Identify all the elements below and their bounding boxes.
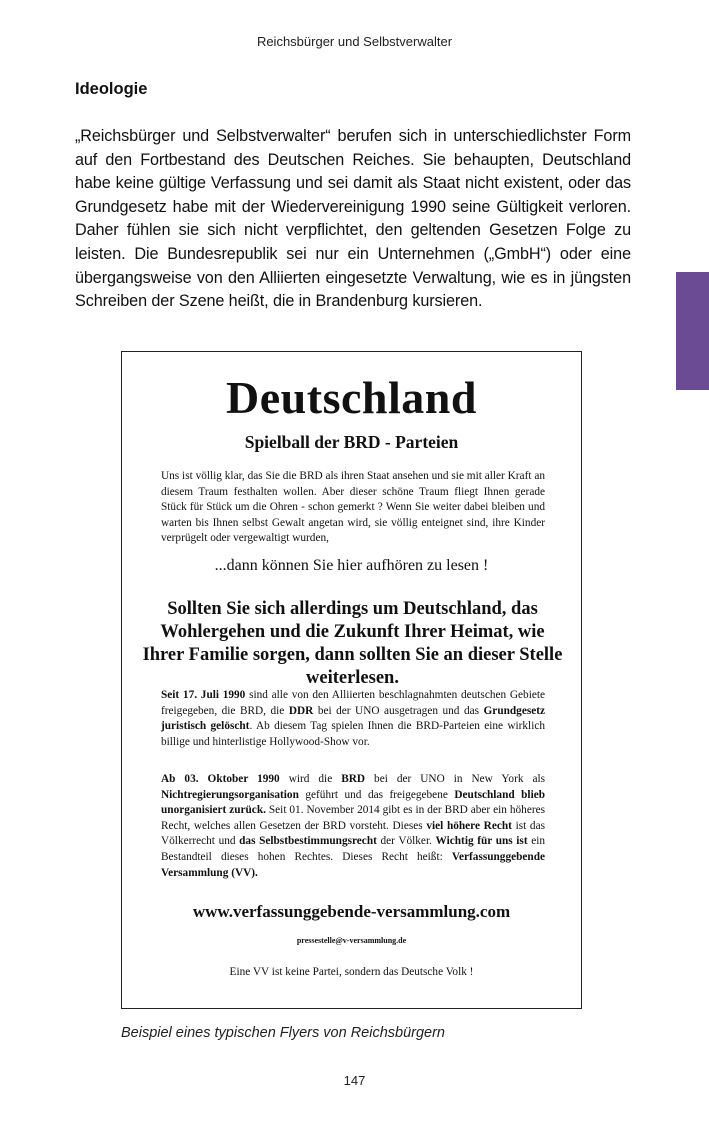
flyer-paragraph-3: Seit 17. Juli 1990 sind alle von den Alliierten beschlagnahmten deutschen Gebiete freigegeben, die BRD, die DDR bei der UNO ausgetragen und das Grundgesetz juristisch gelöscht. Ab diesem Tag spielen Ihnen die BRD-Parteien eine wirklich billige und hinterlistige Hollywood-Show vor. [161, 689, 546, 748]
flyer-stop-reading-line: ...dann können Sie hier aufhören zu lesen ! [214, 557, 489, 574]
flyer-paragraph-1: Uns ist völlig klar, das Sie die BRD als ihren Staat ansehen und sie mit aller Kraft an diesem Traum festhalten wollen. Aber dieser schöne Traum fliegt Ihnen gerade Stück für Stück um die Ohren - schon gemerkt ? Wenn Sie weiter dabei bleiben und warten bis Ihnen selbst Gewalt angetan wird, sie völlig enteignet sind, ihre Kinder verprügelt oder vergewaltigt wurden, [161, 470, 545, 545]
chapter-side-tab [676, 272, 709, 390]
intro-paragraph: „Reichsbürger und Selbstverwalter“ berufen sich in unterschiedlichster Form auf den Fortbestand des Deutschen Reiches. Sie behaupten, Deutschland habe keine gültige Verfassung und sei damit als Staat nicht existent, oder das Grundgesetz habe mit der Wiedervereinigung 1990 seine Gültigkeit verloren. Daher fühlen sie sich nicht verpflichtet, den geltenden Gesetzen Folge zu leisten. Die Bundesrepublik sei nur ein Unternehmen („GmbH“) oder eine übergangsweise von den Alliierten eingesetzte Verwaltung, wie es in jüngsten Schreiben der Szene heißt, die in Brandenburg kursieren. [75, 127, 631, 311]
figure-caption: Beispiel eines typischen Flyers von Reichsbürgern [121, 1025, 445, 1041]
flyer-paragraph-4: Ab 03. Oktober 1990 wird die BRD bei der UNO in New York als Nichtregierungsorganisation geführt und das freigegebene Deutschland blieb unorganisiert zurück. Seit 01. November 2014 gibt es in der BRD aber ein höheres Recht, welches allen Gesetzen der BRD vorsteht. Dieses viel höhere Recht ist das Völkerrecht und das Selbstbestimmungsrecht der Völker. Wichtig für uns ist ein Bestandteil dieses hohen Rechtes. Dieses Recht heißt: Verfassunggebende Versammlung (VV). [161, 773, 546, 879]
flyer-appeal: Sollten Sie sich allerdings um Deutschland, das Wohlergehen und die Zukunft Ihrer Heimat, wie Ihrer Familie sorgen, dann sollten Sie an dieser Stelle weiterlesen. [142, 599, 563, 688]
flyer-title: Deutschland [226, 372, 477, 423]
section-heading: Ideologie [75, 80, 148, 98]
flyer-image [121, 351, 582, 1009]
flyer-footer: Eine VV ist keine Partei, sondern das Deutsche Volk ! [229, 966, 474, 978]
page-number: 147 [343, 1073, 366, 1088]
running-head: Reichsbürger und Selbstverwalter [256, 34, 453, 49]
flyer-email: pressestelle@v-versammlung.de [296, 936, 407, 945]
flyer-website: www.verfassunggebende-versammlung.com [192, 902, 511, 921]
flyer-subtitle: Spielball der BRD - Parteien [244, 432, 459, 452]
